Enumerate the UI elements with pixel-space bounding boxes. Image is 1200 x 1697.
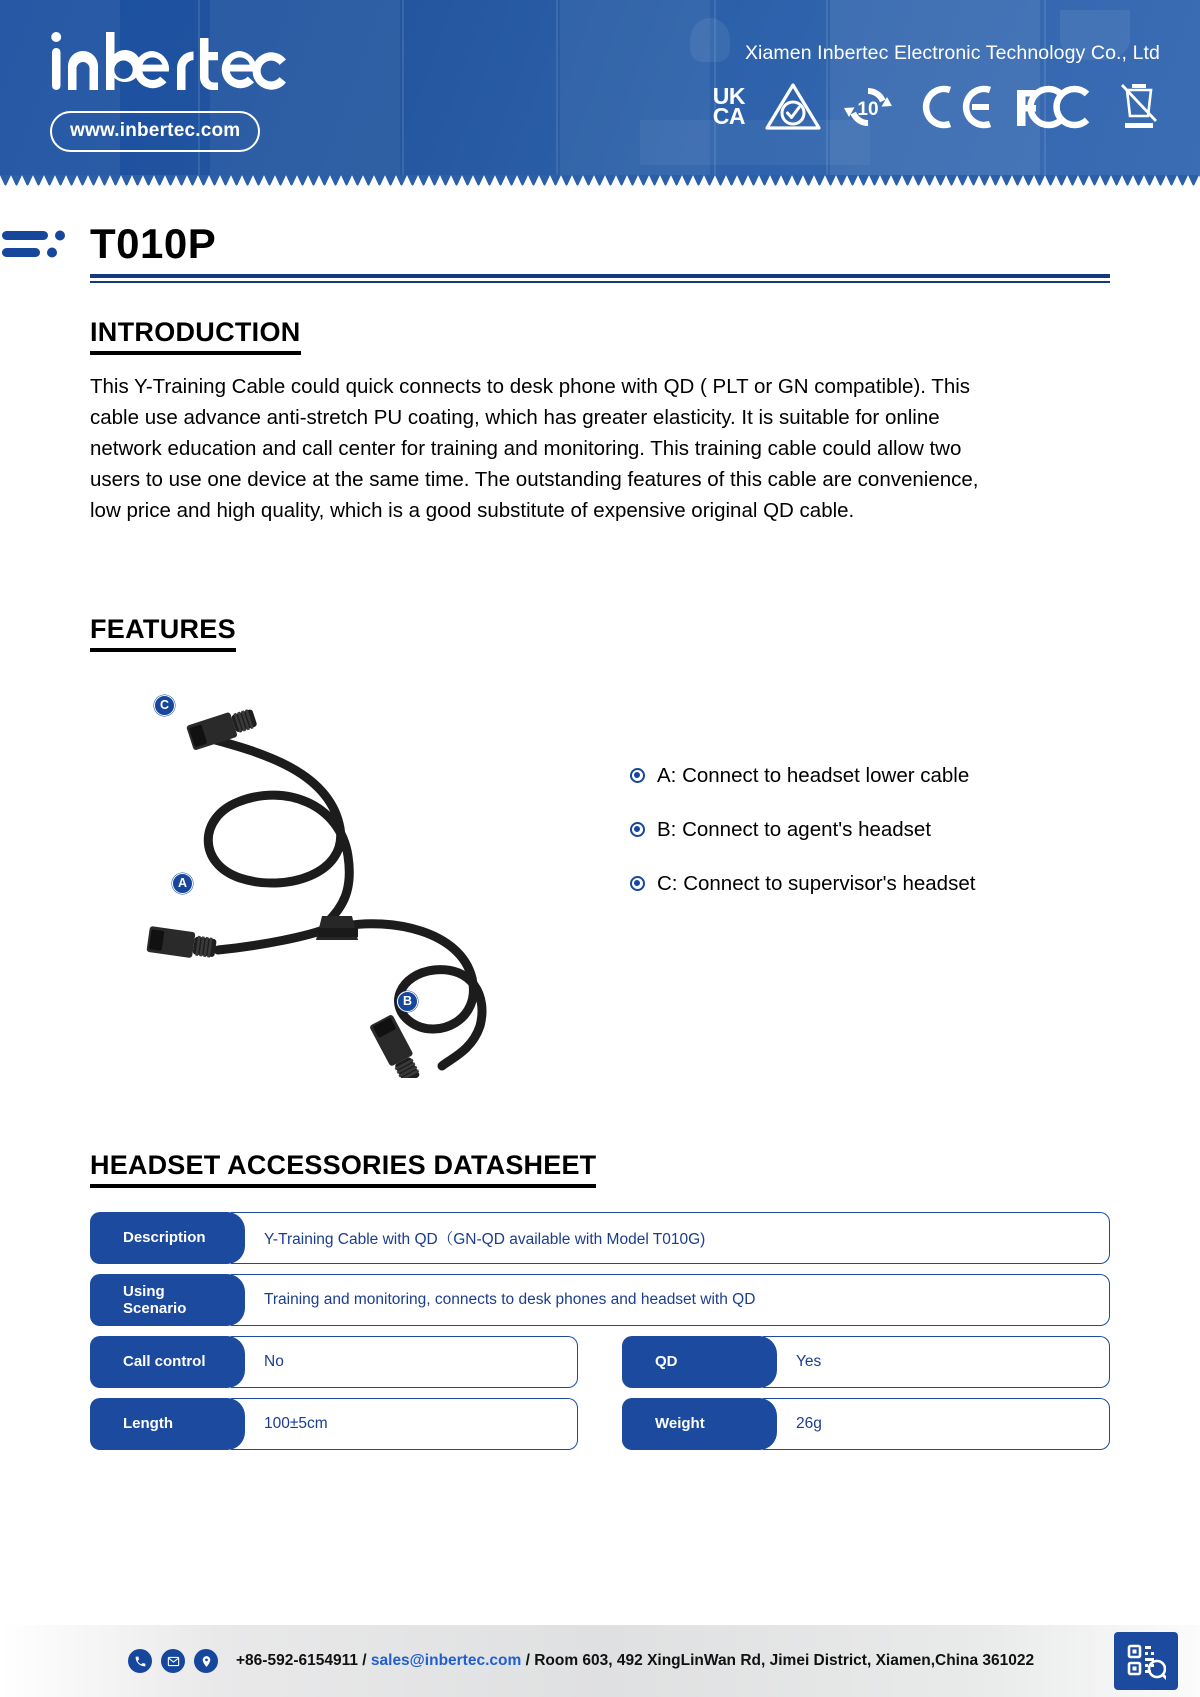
feature-label-c: C: Connect to supervisor's headset — [657, 871, 976, 895]
company-name: Xiamen Inbertec Electronic Technology Co., Ltd — [744, 42, 1160, 64]
brand-block — [50, 30, 288, 185]
page-header — [0, 0, 1200, 185]
row-value-using-scenario: Training and monitoring, connects to desk phones and headset with QD — [231, 1274, 1110, 1326]
page-title: T010P — [90, 220, 217, 267]
row-value-description: Y-Training Cable with QD（GN-QD available with Model T010G) — [231, 1212, 1110, 1264]
datasheet-heading: HEADSET ACCESSORIES DATASHEET — [90, 1150, 596, 1188]
svg-text:10: 10 — [857, 99, 879, 120]
weee-mark-icon — [1118, 81, 1160, 133]
feature-item-a — [630, 764, 975, 788]
company-info-block — [713, 30, 1160, 185]
footer-sep-2: / — [521, 1652, 535, 1669]
website-pill-button[interactable]: www.inbertec.com — [50, 111, 260, 152]
title-divider — [90, 274, 1110, 283]
callout-badge-a: A — [172, 873, 193, 894]
introduction-body: This Y-Training Cable could quick connects to desk phone with QD ( PLT or GN compatible). This cable use advance anti-stretch PU coating, which has greater elasticity. It is suitable for online network education and call center for training and monitoring. This training cable could allow two users to use one device at the same time. The outstanding features of this cable are convenience, low price and high quality, which is a good substitute of expensive original QD cable. — [90, 374, 979, 522]
row-label-call-control: Call control — [90, 1336, 245, 1388]
product-image — [90, 678, 560, 1078]
email-icon — [161, 1649, 185, 1673]
callout-badge-c: C — [154, 695, 175, 716]
features-list — [630, 678, 975, 926]
row-label-qd: QD — [622, 1336, 777, 1388]
fcc-mark-icon — [1013, 84, 1091, 130]
ukca-mark-icon: UK CA — [712, 83, 745, 129]
footer-address: Room 603, 492 XingLinWan Rd, Jimei District, Xiamen,China 361022 — [534, 1652, 1035, 1669]
product-title-row — [90, 220, 1110, 267]
inbertec-wordmark-icon — [50, 30, 288, 92]
row-value-call-control: No — [231, 1336, 578, 1388]
row-label-weight: Weight — [622, 1398, 777, 1450]
table-row — [90, 1212, 1110, 1264]
page-footer — [0, 1625, 1200, 1697]
datasheet-section — [90, 1150, 1110, 1450]
footer-phone: +86-592-6154911 — [236, 1652, 358, 1669]
location-pin-icon — [194, 1649, 218, 1673]
radio-bullet-icon — [630, 876, 645, 891]
row-value-weight: 26g — [763, 1398, 1110, 1450]
introduction-heading: INTRODUCTION — [90, 317, 301, 355]
feature-item-c — [630, 872, 975, 896]
footer-email[interactable]: sales@inbertec.com — [370, 1652, 522, 1669]
features-section — [90, 614, 1110, 1078]
radio-bullet-icon — [630, 768, 645, 783]
rcm-mark-icon — [764, 82, 822, 132]
qr-code-icon[interactable] — [1114, 1632, 1178, 1690]
company-logo — [50, 30, 288, 97]
feature-label-a: A: Connect to headset lower cable — [657, 763, 970, 787]
row-label-length: Length — [90, 1398, 245, 1450]
features-heading: FEATURES — [90, 614, 236, 652]
certification-marks — [713, 81, 1160, 133]
radio-bullet-icon — [630, 822, 645, 837]
row-value-length: 100±5cm — [231, 1398, 578, 1450]
callout-badge-b: B — [397, 991, 418, 1012]
table-row — [90, 1336, 1110, 1388]
row-label-using-scenario: Using Scenario — [90, 1274, 245, 1326]
footer-contact-icons — [128, 1649, 218, 1673]
row-value-qd: Yes — [763, 1336, 1110, 1388]
ce-mark-icon — [920, 84, 994, 130]
footer-sep-1: / — [357, 1652, 371, 1669]
datasheet-table — [90, 1212, 1110, 1450]
phone-icon — [128, 1649, 152, 1673]
feature-item-b — [630, 818, 975, 842]
feature-label-b: B: Connect to agent's headset — [657, 817, 932, 841]
title-decoration-icon — [2, 229, 74, 263]
footer-contact-line — [236, 1652, 1034, 1670]
introduction-section — [90, 317, 1110, 526]
table-row — [90, 1398, 1110, 1450]
table-row — [90, 1274, 1110, 1326]
rohs-10-mark-icon — [841, 82, 895, 132]
page-body — [0, 220, 1200, 1450]
row-label-description: Description — [90, 1212, 245, 1264]
